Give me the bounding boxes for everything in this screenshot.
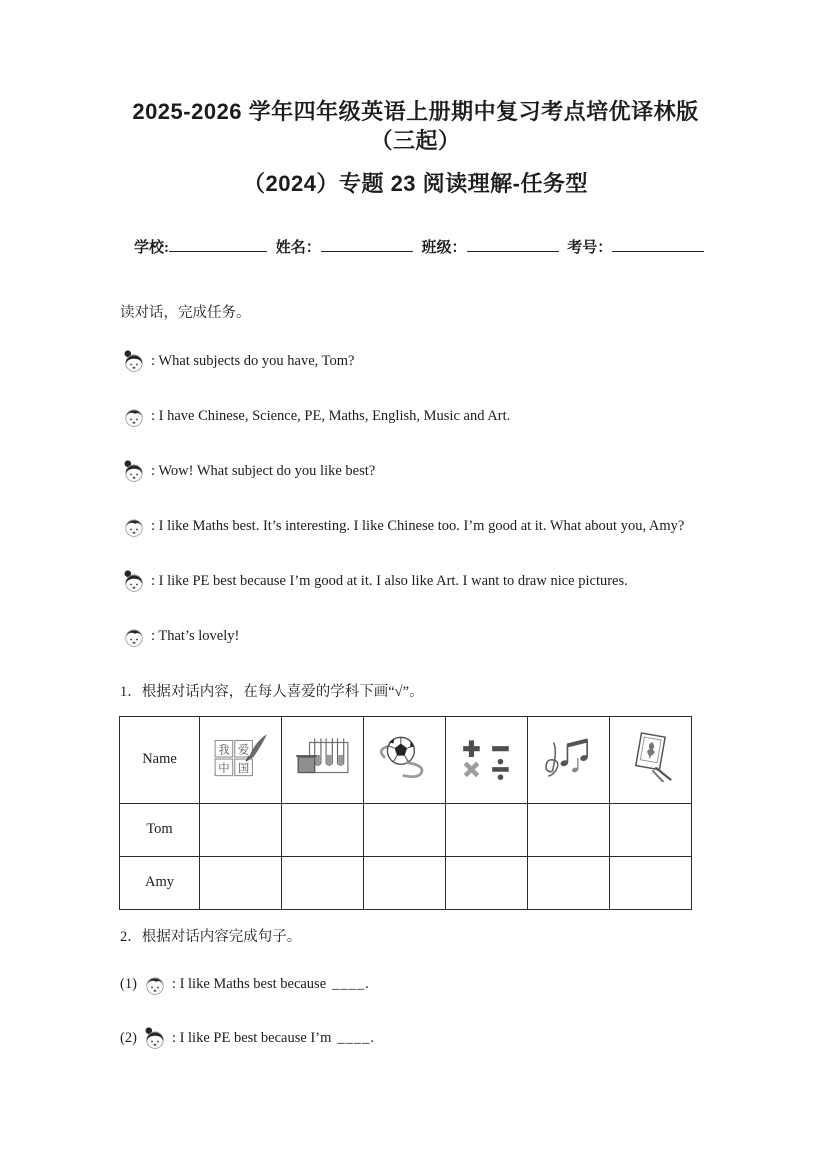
table-header-row	[120, 716, 692, 803]
item-number: (1)	[120, 975, 137, 992]
pe-header-cell	[364, 716, 446, 803]
answer-blank: ____	[337, 1029, 371, 1046]
dialogue-line	[120, 621, 711, 652]
tom-pe-cell	[364, 803, 446, 856]
girl-avatar-icon	[120, 348, 148, 375]
class-label: 班级：	[421, 239, 467, 256]
amy-chinese-cell	[200, 856, 282, 909]
table-row-amy	[120, 856, 692, 909]
question2-label: 2．根据对话内容完成句子。	[120, 928, 302, 945]
exam-number-label: 考号：	[567, 239, 613, 256]
name-field	[276, 236, 413, 257]
amy-science-cell	[282, 856, 364, 909]
svg-text:中: 中	[217, 763, 230, 776]
sentence-text: : I like PE best because I’m	[171, 1029, 332, 1046]
chinese-header-cell	[200, 716, 282, 803]
name-blank	[321, 237, 413, 252]
exam-number-field	[567, 236, 704, 257]
question2-item-1	[120, 969, 711, 1000]
maths-header-cell	[446, 716, 528, 803]
amy-music-cell	[528, 856, 610, 909]
amy-maths-cell	[446, 856, 528, 909]
art-header-cell	[610, 716, 692, 803]
answer-blank: ____	[332, 975, 366, 992]
amy-pe-cell	[364, 856, 446, 909]
boy-avatar-icon	[120, 623, 148, 650]
amy-name-cell: Amy	[120, 856, 200, 909]
dialogue-text: : I have Chinese, Science, PE, Maths, English, Music and Art.	[151, 407, 511, 424]
name-label: 姓名：	[275, 239, 321, 256]
sentence-period: .	[365, 975, 369, 992]
dialogue-line	[120, 346, 711, 377]
sentence-text: : I like Maths best because	[171, 975, 327, 992]
sentence-period: .	[370, 1029, 374, 1046]
dialogue-text: : I like Maths best. It’s interesting. I like Chinese too. I’m good at it. What about you, Amy?	[151, 517, 685, 534]
dialogue-line	[120, 456, 711, 487]
school-label: 学校:	[134, 239, 169, 256]
science-header-cell	[282, 716, 364, 803]
school-blank	[169, 237, 267, 252]
science-subject-icon	[294, 733, 352, 781]
pe-subject-icon	[376, 733, 434, 781]
tom-name-cell: Tom	[120, 803, 200, 856]
svg-text:国: 国	[237, 763, 249, 776]
name-header-cell: Name	[120, 716, 200, 803]
chinese-subject-icon	[212, 733, 270, 781]
table-row-tom	[120, 803, 692, 856]
dialogue-text: : What subjects do you have, Tom?	[151, 352, 355, 369]
school-field	[134, 236, 267, 257]
question1-label: 1．根据对话内容，在每人喜爱的学科下画“√”。	[120, 683, 424, 700]
question2-item-2	[120, 1023, 711, 1054]
girl-avatar-icon	[120, 458, 148, 485]
page-title-line2: （2024）专题 23 阅读理解-任务型	[243, 171, 588, 197]
dialogue-text: : That’s lovely!	[151, 627, 240, 644]
music-subject-icon	[540, 733, 598, 781]
tom-maths-cell	[446, 803, 528, 856]
svg-text:爱: 爱	[237, 744, 249, 757]
boy-avatar-icon	[141, 971, 169, 998]
class-field	[422, 236, 559, 257]
subjects-table	[119, 716, 692, 910]
girl-avatar-icon	[141, 1025, 169, 1052]
item-number: (2)	[120, 1029, 137, 1046]
dialogue-line	[120, 401, 711, 432]
dialogue-line	[120, 566, 711, 597]
music-header-cell	[528, 716, 610, 803]
girl-avatar-icon	[120, 568, 148, 595]
dialogue-text: : Wow! What subject do you like best?	[151, 462, 376, 479]
student-info-row	[120, 236, 711, 257]
tom-music-cell	[528, 803, 610, 856]
tom-chinese-cell	[200, 803, 282, 856]
tom-art-cell	[610, 803, 692, 856]
amy-art-cell	[610, 856, 692, 909]
dialogue-text: : I like PE best because I’m good at it. I also like Art. I want to draw nice pictures.	[151, 572, 628, 589]
svg-text:我: 我	[217, 744, 230, 757]
boy-avatar-icon	[120, 513, 148, 540]
class-blank	[467, 237, 559, 252]
tom-science-cell	[282, 803, 364, 856]
art-subject-icon	[629, 732, 673, 782]
maths-subject-icon	[458, 733, 516, 781]
page-title-line1: 2025-2026 学年四年级英语上册期中复习考点培优译林版（三起）	[132, 99, 699, 153]
task-instruction: 读对话，完成任务。	[120, 304, 251, 321]
boy-avatar-icon	[120, 403, 148, 430]
exam-number-blank	[612, 237, 704, 252]
dialogue-line	[120, 511, 711, 542]
